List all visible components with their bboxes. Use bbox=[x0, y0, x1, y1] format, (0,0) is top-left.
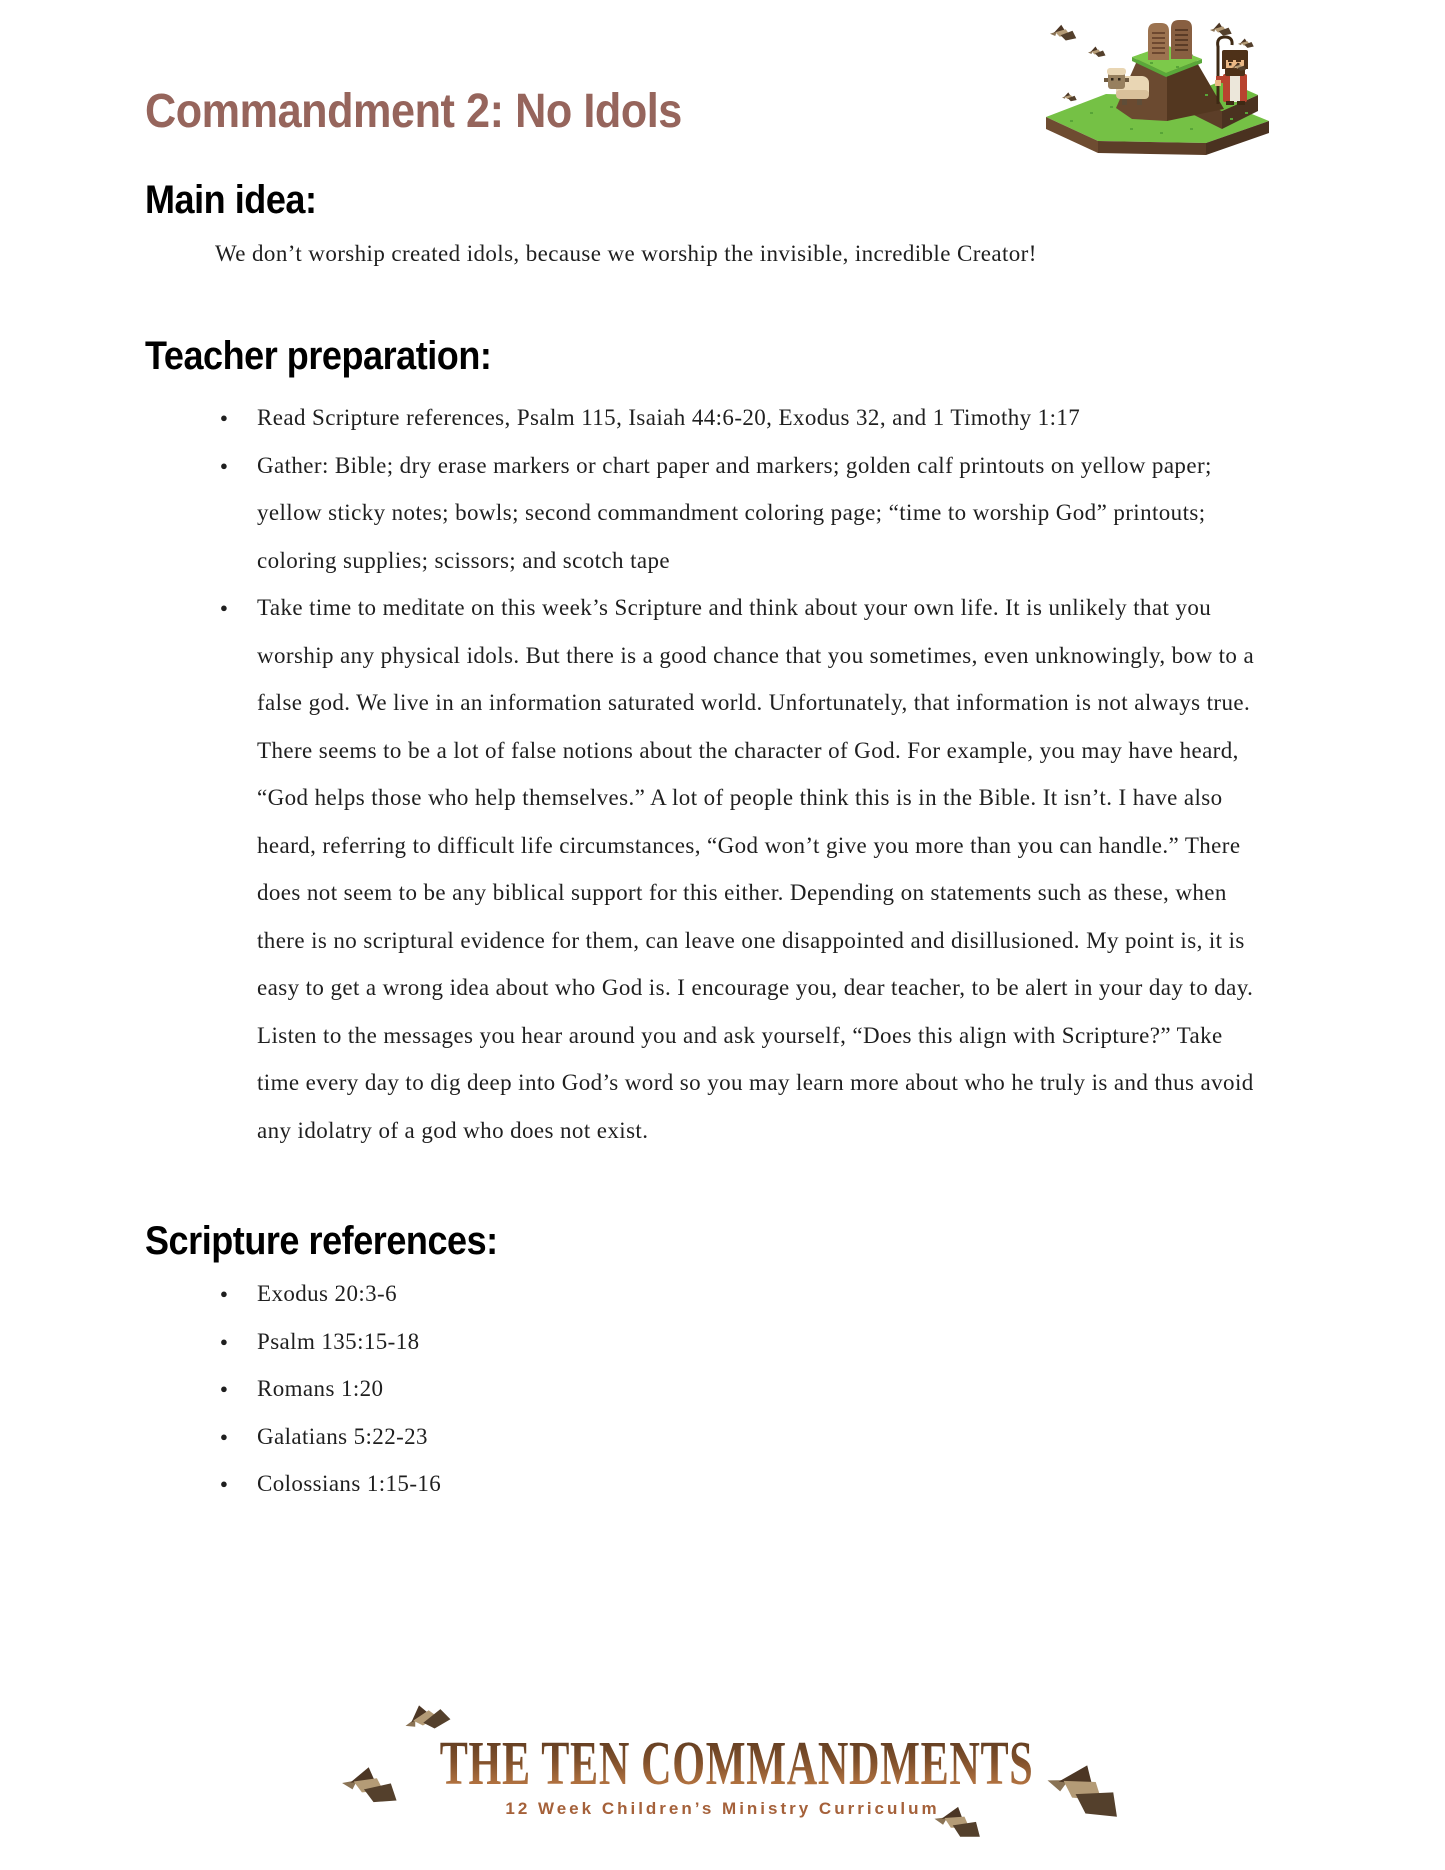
list-item: ● Psalm 135:15-18 bbox=[218, 1318, 1267, 1366]
list-item: ● Galatians 5:22-23 bbox=[218, 1413, 1267, 1461]
list-item: ● Romans 1:20 bbox=[218, 1365, 1267, 1413]
mount-sinai-illustration bbox=[1040, 16, 1275, 156]
bird-icon bbox=[340, 1762, 403, 1809]
footer-logo-subtitle: 12 Week Children’s Ministry Curriculum bbox=[505, 1799, 940, 1818]
main-idea-text: We don’t worship created idols, because we worship the invisible, incredible Creator! bbox=[215, 241, 1037, 266]
section-heading-teacher-preparation: Teacher preparation: bbox=[145, 334, 492, 378]
section-heading-scripture-references: Scripture references: bbox=[145, 1219, 498, 1263]
page-title: Commandment 2: No Idols bbox=[145, 85, 682, 138]
list-item: ● Read Scripture references, Psalm 115, Isaiah 44:6-20, Exodus 32, and 1 Timothy 1:17 bbox=[218, 394, 1267, 442]
footer-logo bbox=[0, 1730, 1445, 1798]
list-item: ● Exodus 20:3-6 bbox=[218, 1270, 1267, 1318]
section-heading-main-idea: Main idea: bbox=[145, 178, 317, 222]
list-item: ● Gather: Bible; dry erase markers or chart paper and markers; golden calf printouts on yellow paper; yellow sticky notes; bowls; second commandment coloring page; “time to worship God” printouts; coloring supplies; scissors; and scotch tape bbox=[218, 442, 1267, 585]
teacher-preparation-list bbox=[218, 394, 1268, 1154]
footer-logo-title: THE TEN COMMANDMENTS bbox=[439, 1730, 1034, 1798]
list-item: ● Colossians 1:15-16 bbox=[218, 1460, 1267, 1508]
list-item: ● Take time to meditate on this week’s Scripture and think about your own life. It is unlikely that you worship any physical idols. But there is a good chance that you sometimes, even unknowingly, bow to a false god. We live in an information saturated world. Unfortunately, that information is not always true. There seems to be a lot of false notions about the character of God. For example, you may have heard, “God helps those who help themselves.” A lot of people think this is in the Bible. It isn’t. I have also heard, referring to difficult life circumstances, “God won’t give you more than you can handle.” There does not seem to be any biblical support for this either. Depending on statements such as these, when there is no scriptural evidence for them, can leave one disappointed and disillusioned. My point is, it is easy to get a wrong idea about who God is. I encourage you, dear teacher, to be alert in your day to day. Listen to the messages you hear around you and ask yourself, “Does this align with Scripture?” Take time every day to dig deep into God’s word so you may learn more about who he truly is and thus avoid any idolatry of a god who does not exist. bbox=[218, 584, 1267, 1154]
scripture-references-list bbox=[218, 1270, 1268, 1508]
